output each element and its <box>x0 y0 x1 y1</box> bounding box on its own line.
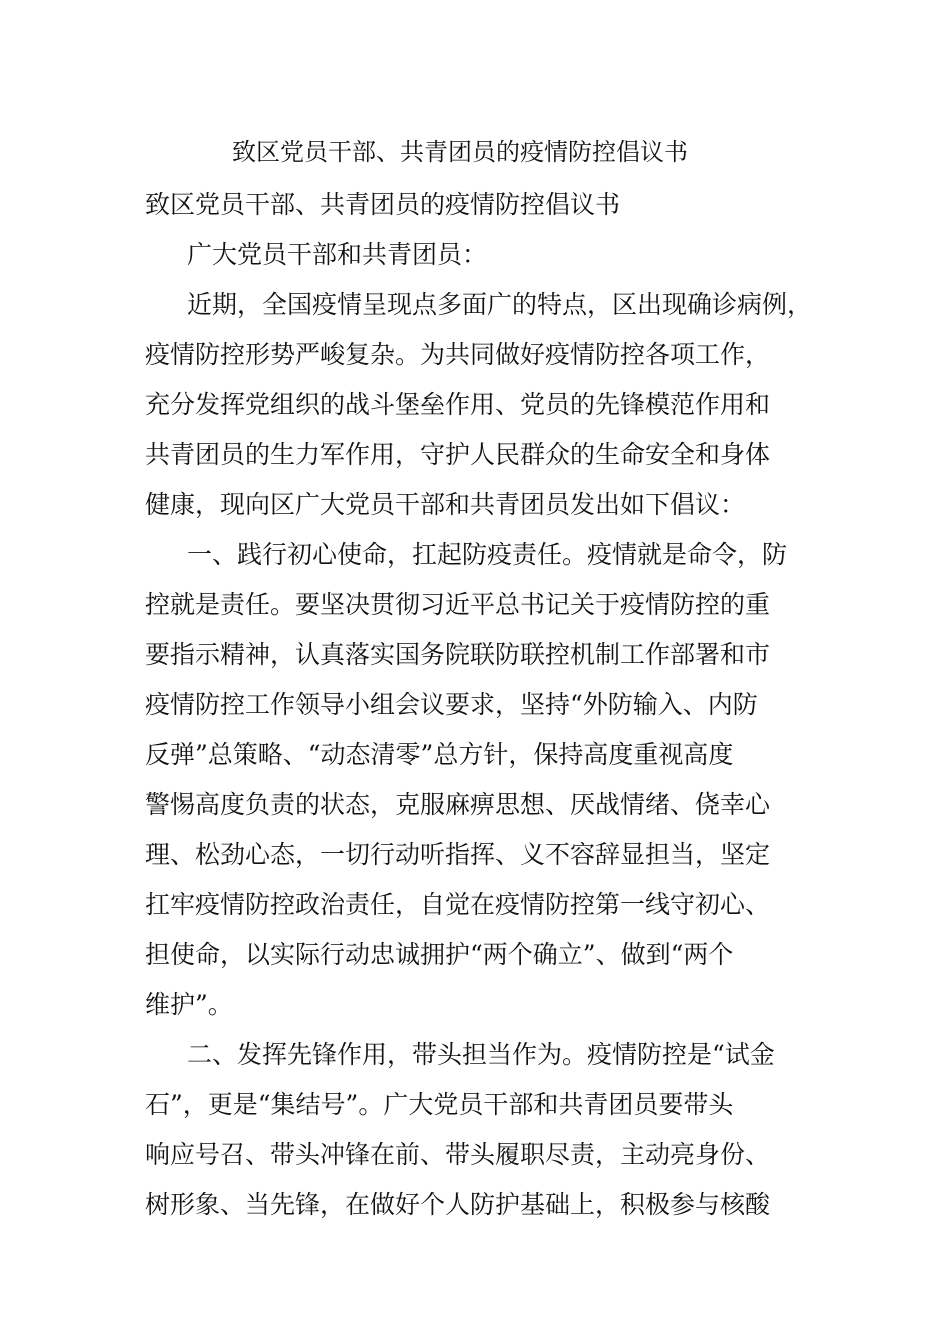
text-line: 健康，现向区广大党员干部和共青团员发出如下倡议： <box>145 490 746 519</box>
text-line: 警惕高度负责的状态，克服麻痹思想、厌战情绪、侥幸心 <box>145 790 771 819</box>
text-line: 维护”。 <box>145 990 233 1019</box>
text-line: 疫情防控工作领导小组会议要求，坚持“外防输入、内防 <box>145 690 758 719</box>
text-line: 响应号召、带头冲锋在前、带头履职尽责，主动亮身份、 <box>145 1140 771 1169</box>
text-line: 致区党员干部、共青团员的疫情防控倡议书 <box>145 190 621 219</box>
text-line: 树形象、当先锋，在做好个人防护基础上，积极参与核酸 <box>145 1190 771 1219</box>
page-title: 致区党员干部、共青团员的疫情防控倡议书 <box>232 138 688 166</box>
text-line: 石”，更是“集结号”。广大党员干部和共青团员要带头 <box>145 1090 734 1119</box>
text-line: 担使命，以实际行动忠诚拥护“两个确立”、做到“两个 <box>145 940 734 969</box>
text-line: 共青团员的生力军作用，守护人民群众的生命安全和身体 <box>145 440 771 469</box>
text-line: 充分发挥党组织的战斗堡垒作用、党员的先锋模范作用和 <box>145 390 771 419</box>
text-line: 控就是责任。要坚决贯彻习近平总书记关于疫情防控的重 <box>145 590 771 619</box>
text-line: 扛牢疫情防控政治责任，自觉在疫情防控第一线守初心、 <box>145 890 771 919</box>
text-line: 广大党员干部和共青团员： <box>187 240 488 269</box>
text-line: 二、发挥先锋作用，带头担当作为。疫情防控是“试金 <box>187 1040 775 1069</box>
text-line: 近期，全国疫情呈现点多面广的特点，区出现确诊病例， <box>187 290 813 319</box>
text-line: 反弹”总策略、“动态清零”总方针，保持高度重视高度 <box>145 740 734 769</box>
text-line: 一、践行初心使命，扛起防疫责任。疫情就是命令，防 <box>187 540 788 569</box>
text-line: 理、松劲心态，一切行动听指挥、义不容辞显担当，坚定 <box>145 840 771 869</box>
text-line: 疫情防控形势严峻复杂。为共同做好疫情防控各项工作， <box>145 340 771 369</box>
document-body <box>145 180 825 1230</box>
text-line: 要指示精神，认真落实国务院联防联控机制工作部署和市 <box>145 640 771 669</box>
